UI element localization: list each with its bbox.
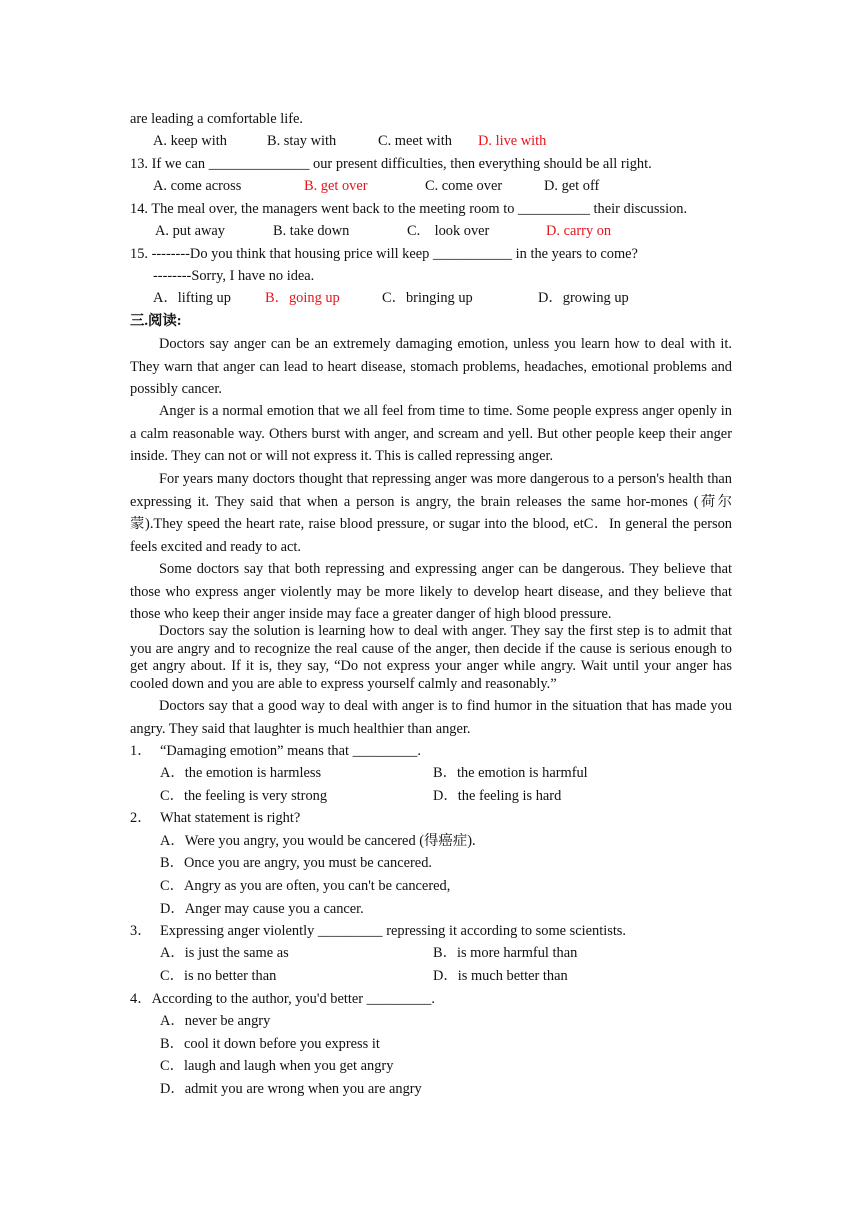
- q14-option-d-answer: D. carry on: [546, 223, 612, 239]
- rq3-option-d: D．is much better than: [433, 968, 568, 984]
- rq1-option-c: C．the feeling is very strong: [160, 788, 328, 804]
- passage-paragraph-3-text: For years many doctors thought that repressing anger was more dangerous to a person's health than expressing it. They said that when a person is angry, the brain releases the same hor-mones (荷尔蒙).They speed the heart rate, raise blood pressure, or sugar into the blood, etC．In general the person feels excited and ready to act.: [130, 471, 732, 555]
- q12-option-a: A. keep with: [153, 133, 227, 149]
- q14-option-a: A. put away: [155, 223, 225, 239]
- q14-option-c: C. look over: [407, 223, 490, 239]
- passage-paragraph-4-text: Some doctors say that both repressing and expressing anger can be dangerous. They believe that those who express anger violently may be more likely to develop heart disease, and they believe that those who keep their anger inside may face a greater danger of high blood pressure.: [130, 561, 732, 622]
- rq2-option-b: B．Once you are angry, you must be cancered.: [160, 855, 432, 871]
- passage-paragraph-3: [130, 468, 732, 558]
- rq3-option-c: C．is no better than: [160, 968, 277, 984]
- q13-option-d: D. get off: [544, 178, 600, 194]
- passage-paragraph-6-text: Doctors say that a good way to deal with anger is to find humor in the situation that has made you angry. They said that laughter is much healthier than anger.: [130, 698, 732, 737]
- rq2-number: 2．: [130, 810, 152, 826]
- q13-stem: 13. If we can ______________ our present difficulties, then everything should be all right.: [130, 156, 652, 172]
- passage-paragraph-2-text: Anger is a normal emotion that we all feel from time to time. Some people express anger openly in a calm reasonable way. Others burst with anger, and scream and yell. But other people keep their anger inside. They can not or will not express it. This is called repressing anger.: [130, 403, 732, 464]
- rq1-option-b: B．the emotion is harmful: [433, 765, 588, 781]
- q15-option-b-answer: B．going up: [265, 290, 340, 306]
- passage-paragraph-1: [130, 333, 732, 401]
- passage-paragraph-6: [130, 695, 732, 740]
- q12-option-b: B. stay with: [267, 133, 337, 149]
- q14-option-b: B. take down: [273, 223, 350, 239]
- rq4-option-d: D．admit you are wrong when you are angry: [160, 1081, 422, 1097]
- q13-option-a: A. come across: [153, 178, 242, 194]
- q14-stem: 14. The meal over, the managers went back to the meeting room to __________ their discussion.: [130, 201, 688, 217]
- rq4-option-c: C．laugh and laugh when you get angry: [160, 1058, 394, 1074]
- q15-stem: 15. --------Do you think that housing price will keep ___________ in the years to come?: [130, 246, 638, 262]
- rq2-option-a: A．Were you angry, you would be cancered (得癌症).: [160, 833, 476, 849]
- q13-option-b-answer: B. get over: [304, 178, 368, 194]
- q15-option-c: C．bringing up: [382, 290, 473, 306]
- q15-option-d: D．growing up: [538, 290, 629, 306]
- reading-section-heading: 三.阅读:: [130, 313, 182, 329]
- rq4-stem: 4．According to the author, you'd better _________.: [130, 991, 435, 1007]
- rq3-stem: Expressing anger violently _________ repressing it according to some scientists.: [160, 923, 627, 939]
- passage-paragraph-1-text: Doctors say anger can be an extremely damaging emotion, unless you learn how to deal with it. They warn that anger can lead to heart disease, stomach problems, headaches, emotional problems and possibly cancer.: [130, 336, 732, 397]
- passage-paragraph-5: [130, 623, 732, 693]
- rq1-option-a: A．the emotion is harmless: [160, 765, 322, 781]
- rq2-option-d: D．Anger may cause you a cancer.: [160, 901, 364, 917]
- rq3-option-a: A．is just the same as: [160, 945, 289, 961]
- rq1-option-d: D．the feeling is hard: [433, 788, 562, 804]
- q15-reply: --------Sorry, I have no idea.: [153, 268, 315, 284]
- q15-option-a: A．lifting up: [153, 290, 231, 306]
- q12-option-c: C. meet with: [378, 133, 452, 149]
- rq2-stem: What statement is right?: [160, 810, 301, 826]
- passage-paragraph-4: [130, 558, 732, 626]
- q12-option-d-answer: D. live with: [478, 133, 547, 149]
- rq1-number: 1．: [130, 743, 152, 759]
- q13-option-c: C. come over: [425, 178, 503, 194]
- rq2-option-c: C．Angry as you are often, you can't be cancered,: [160, 878, 451, 894]
- rq4-option-b: B．cool it down before you express it: [160, 1036, 380, 1052]
- rq1-stem: “Damaging emotion” means that _________.: [160, 743, 421, 759]
- q12-stem-continuation: are leading a comfortable life.: [130, 111, 303, 127]
- rq3-number: 3．: [130, 923, 152, 939]
- passage-paragraph-2: [130, 400, 732, 468]
- rq3-option-b: B．is more harmful than: [433, 945, 578, 961]
- rq4-option-a: A．never be angry: [160, 1013, 271, 1029]
- passage-paragraph-5-text: Doctors say the solution is learning how to deal with anger. They say the first step is to admit that you are angry and to recognize the real cause of the anger, then decide if the cause is serious enough to get angry about. If it is, they say, “Do not express your anger while angry. Wait until your anger has cooled down and you are able to express yourself calmly and reasonably.”: [130, 623, 732, 692]
